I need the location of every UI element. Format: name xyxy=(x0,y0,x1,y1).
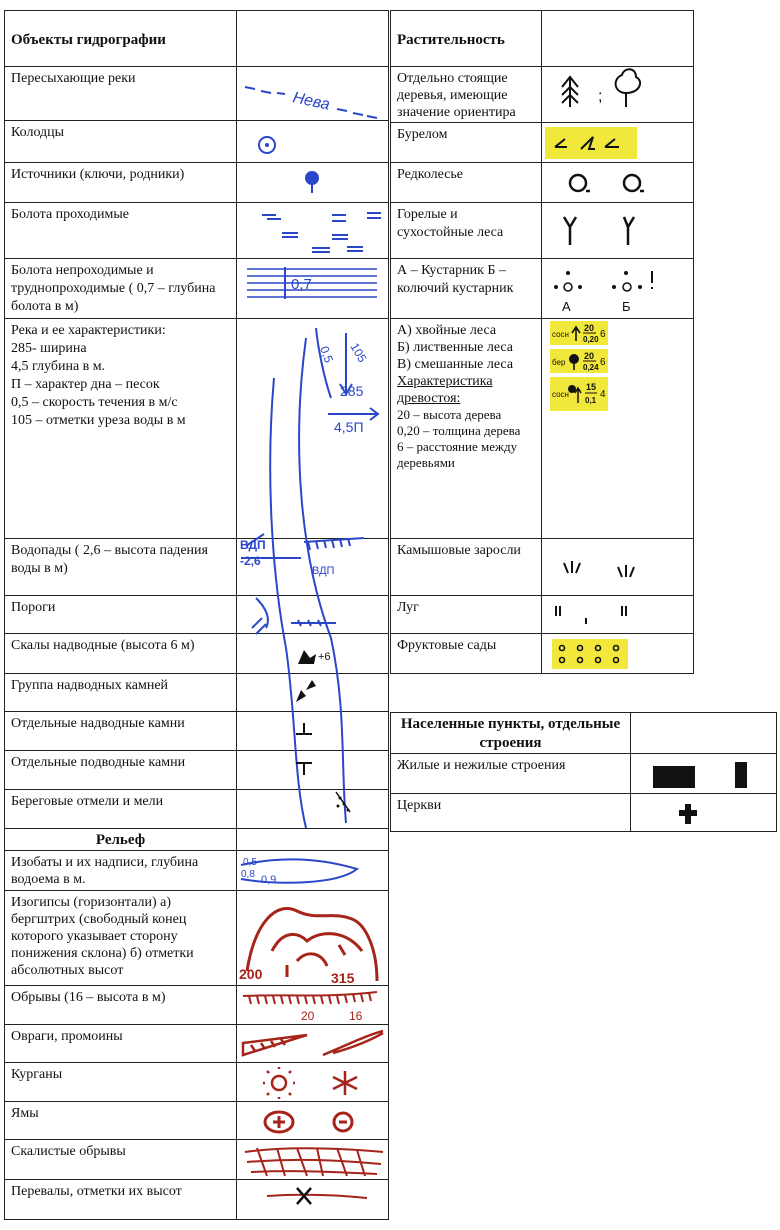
stand-characteristic-heading: Характеристика древостоя: xyxy=(397,374,493,406)
row-impassable-swamps: Болота непроходимые и труднопроходимые ( 0,7 – глубина болота в м) xyxy=(4,258,237,319)
pass-icon xyxy=(237,1180,389,1220)
coniferous-forest-icon xyxy=(550,321,608,345)
mixed-thickness: 0,1 xyxy=(585,396,597,405)
coniferous-species: сосн xyxy=(552,330,569,339)
row-passable-swamps: Болота проходимые xyxy=(4,202,237,259)
church-symbol xyxy=(630,793,777,832)
drying-river-icon xyxy=(237,67,389,121)
row-passes: Перевалы, отметки их высот xyxy=(4,1179,237,1220)
pit-icon xyxy=(237,1102,389,1140)
settlements-header: Населенные пункты, отдельные строения xyxy=(390,712,631,754)
row-stone-group: Группа надводных камней xyxy=(4,673,237,712)
rocky-cliff-symbol xyxy=(236,1139,389,1180)
shrub-label-a: А xyxy=(562,299,571,314)
contour-height-low: 200 xyxy=(239,966,263,982)
row-churches: Церкви xyxy=(390,793,631,832)
vegetation-header-symbol-cell xyxy=(541,10,694,67)
row-forests xyxy=(390,318,542,539)
isobath-symbol xyxy=(236,850,389,891)
row-shoals: Береговые отмели и мели xyxy=(4,789,237,829)
sparse-forest-symbol xyxy=(541,162,694,203)
rock-height-label: +6 xyxy=(318,651,331,663)
row-rapids: Пороги xyxy=(4,595,237,634)
forest-coniferous: А) хвойные леса xyxy=(397,323,497,338)
stand-note-height: 20 – высота дерева xyxy=(397,407,502,422)
burnt-forest-symbol xyxy=(541,202,694,259)
meadow-symbol xyxy=(541,595,694,634)
orchard-highlight xyxy=(552,639,628,669)
isobath-label-2: 0,8 xyxy=(241,869,255,880)
sparse-forest-icon xyxy=(542,163,694,203)
isobath-icon xyxy=(237,851,389,891)
row-mounds: Курганы xyxy=(4,1062,237,1102)
river-width-label: 285 xyxy=(340,383,364,399)
shrub-label-b: Б xyxy=(622,299,631,314)
pit-symbol xyxy=(236,1101,389,1140)
river-level-label: 105 xyxy=(347,340,370,365)
mound-icon xyxy=(237,1063,389,1102)
swamp-depth-label: 0,7 xyxy=(291,276,312,293)
spring-symbol xyxy=(236,162,389,203)
forest-mixed: В) смешанные леса xyxy=(397,357,514,372)
river-line-speed: 0,5 – скорость течения в м/с xyxy=(11,395,178,410)
row-river xyxy=(4,318,237,539)
row-surface-rocks: Скалы надводные (высота 6 м) xyxy=(4,633,237,674)
row-rocky-cliffs: Скалистые обрывы xyxy=(4,1139,237,1180)
spring-icon xyxy=(237,163,389,203)
row-springs: Источники (ключи, родники) xyxy=(4,162,237,203)
row-meadow: Луг xyxy=(390,595,542,634)
church-icon xyxy=(631,794,777,832)
vegetation-header: Растительность xyxy=(390,10,542,67)
landmark-tree-icon xyxy=(542,67,694,123)
orchard-icon xyxy=(552,639,628,669)
river-overlay xyxy=(236,318,389,838)
windfall-icon xyxy=(545,127,637,159)
well-icon xyxy=(237,121,389,163)
meadow-icon xyxy=(542,596,694,634)
building-icon xyxy=(631,754,777,794)
cliff-height-1: 20 xyxy=(301,1009,315,1023)
reed-symbol xyxy=(541,538,694,596)
row-shrubs: А – Кустарник Б – колючий кустарник xyxy=(390,258,542,319)
shrub-icon xyxy=(542,259,694,319)
ravine-icon xyxy=(237,1025,389,1063)
forest-symbol-cell xyxy=(541,318,694,539)
surface-stone-icon xyxy=(296,723,312,734)
waterfall-label-right: ВДП xyxy=(312,565,335,577)
isobath-label-3: 0,9 xyxy=(261,874,277,886)
row-buildings: Жилые и нежилые строения xyxy=(390,753,631,794)
coniferous-thickness: 0,20 xyxy=(583,335,599,344)
mixed-height: 15 xyxy=(586,382,597,392)
coniferous-height: 20 xyxy=(584,323,595,333)
row-isobaths: Изобаты и их надписи, глубина водоема в м. xyxy=(4,850,237,891)
cliff-symbol xyxy=(236,985,389,1025)
row-windfall: Бурелом xyxy=(390,122,542,163)
drying-river-label: Нева xyxy=(291,89,332,114)
cliff-height-2: 16 xyxy=(349,1009,363,1023)
impassable-swamp-icon xyxy=(237,259,389,319)
settlements-header-symbol-cell xyxy=(630,712,777,754)
deciduous-forest-icon xyxy=(550,349,608,373)
row-waterfalls: Водопады ( 2,6 – высота падения воды в м) xyxy=(4,538,237,596)
row-burnt-forest: Горелые и сухостойные леса xyxy=(390,202,542,259)
contour-height-high: 315 xyxy=(331,970,355,986)
burnt-forest-icon xyxy=(542,203,694,259)
row-sparse-forest: Редколесье xyxy=(390,162,542,203)
relief-header: Рельеф xyxy=(4,828,237,851)
windfall-highlight xyxy=(545,127,637,159)
coniferous-forest-sign xyxy=(550,321,608,345)
row-pits: Ямы xyxy=(4,1101,237,1140)
row-cliffs: Обрывы (16 – высота в м) xyxy=(4,985,237,1025)
river-line-level: 105 – отметки уреза воды в м xyxy=(11,413,186,428)
well-symbol xyxy=(236,120,389,163)
row-surface-stones: Отдельные надводные камни xyxy=(4,711,237,751)
pass-symbol xyxy=(236,1179,389,1220)
row-ravines: Овраги, промоины xyxy=(4,1024,237,1063)
rapids-icon xyxy=(291,620,336,626)
river-label: Река и ее характеристики: xyxy=(11,323,166,338)
stand-note-thickness: 0,20 – толщина дерева xyxy=(397,423,521,438)
deciduous-thickness: 0,24 xyxy=(583,363,599,372)
river-line-bottom: П – характер дна – песок xyxy=(11,377,160,392)
landmark-tree-symbol xyxy=(541,66,694,123)
shoal-icon xyxy=(336,792,350,812)
row-contour-lines: Изогипсы (горизонтали) а) бергштрих (свободный конец которого указывает сторону понижения склона) б) отметки абсолютных высот xyxy=(4,890,237,986)
forest-deciduous: Б) лиственные леса xyxy=(397,340,514,355)
river-speed-label: 0,5 xyxy=(317,344,337,365)
row-reeds: Камышовые заросли xyxy=(390,538,542,596)
impassable-swamp-symbol xyxy=(236,258,389,319)
shrub-symbol xyxy=(541,258,694,319)
building-symbol xyxy=(630,753,777,794)
row-drying-rivers: Пересыхающие реки xyxy=(4,66,237,121)
waterfall-height-label: -2,6 xyxy=(240,554,261,568)
mound-symbol xyxy=(236,1062,389,1102)
hydrography-header: Объекты гидрографии xyxy=(4,10,237,67)
orchard-symbol xyxy=(541,633,694,674)
row-orchards: Фруктовые сады xyxy=(390,633,542,674)
isobath-label-1: 0,5 xyxy=(243,857,257,868)
mixed-species: сосн xyxy=(552,390,569,399)
river-line-width: 285- ширина xyxy=(11,341,87,356)
mixed-distance: 4 xyxy=(600,389,606,400)
row-wells: Колодцы xyxy=(4,120,237,163)
surface-rock-icon xyxy=(298,650,316,664)
waterfall-label-left: ВДП xyxy=(240,538,266,552)
hydrography-header-symbol-cell xyxy=(236,10,389,67)
cliff-icon xyxy=(237,986,389,1025)
ravine-symbol xyxy=(236,1024,389,1063)
stone-group-icon xyxy=(296,680,316,702)
passable-swamp-symbol xyxy=(236,202,389,259)
river-depth-label: 4,5П xyxy=(334,419,364,435)
contour-icon xyxy=(237,891,389,986)
deciduous-forest-sign xyxy=(550,349,608,373)
rocky-cliff-icon xyxy=(237,1140,389,1180)
river-line-depth: 4,5 глубина в м. xyxy=(11,359,106,374)
mixed-forest-icon xyxy=(550,377,608,411)
windfall-symbol xyxy=(541,122,694,163)
coniferous-distance: 6 xyxy=(600,329,606,340)
contour-symbol xyxy=(236,890,389,986)
reed-icon xyxy=(542,539,694,596)
deciduous-height: 20 xyxy=(584,351,595,361)
tree-separator: ; xyxy=(598,88,603,105)
row-landmark-trees: Отдельно стоящие деревья, имеющие значение ориентира xyxy=(390,66,542,123)
stand-note-distance: 6 – расстояние между деревьями xyxy=(397,439,518,470)
mixed-forest-sign xyxy=(550,377,608,411)
drying-river-symbol xyxy=(236,66,389,121)
deciduous-distance: 6 xyxy=(600,357,606,368)
relief-header-symbol-cell xyxy=(236,828,389,851)
row-underwater-stones: Отдельные подводные камни xyxy=(4,750,237,790)
deciduous-species: бер xyxy=(552,358,566,367)
passable-swamp-icon xyxy=(237,203,389,259)
